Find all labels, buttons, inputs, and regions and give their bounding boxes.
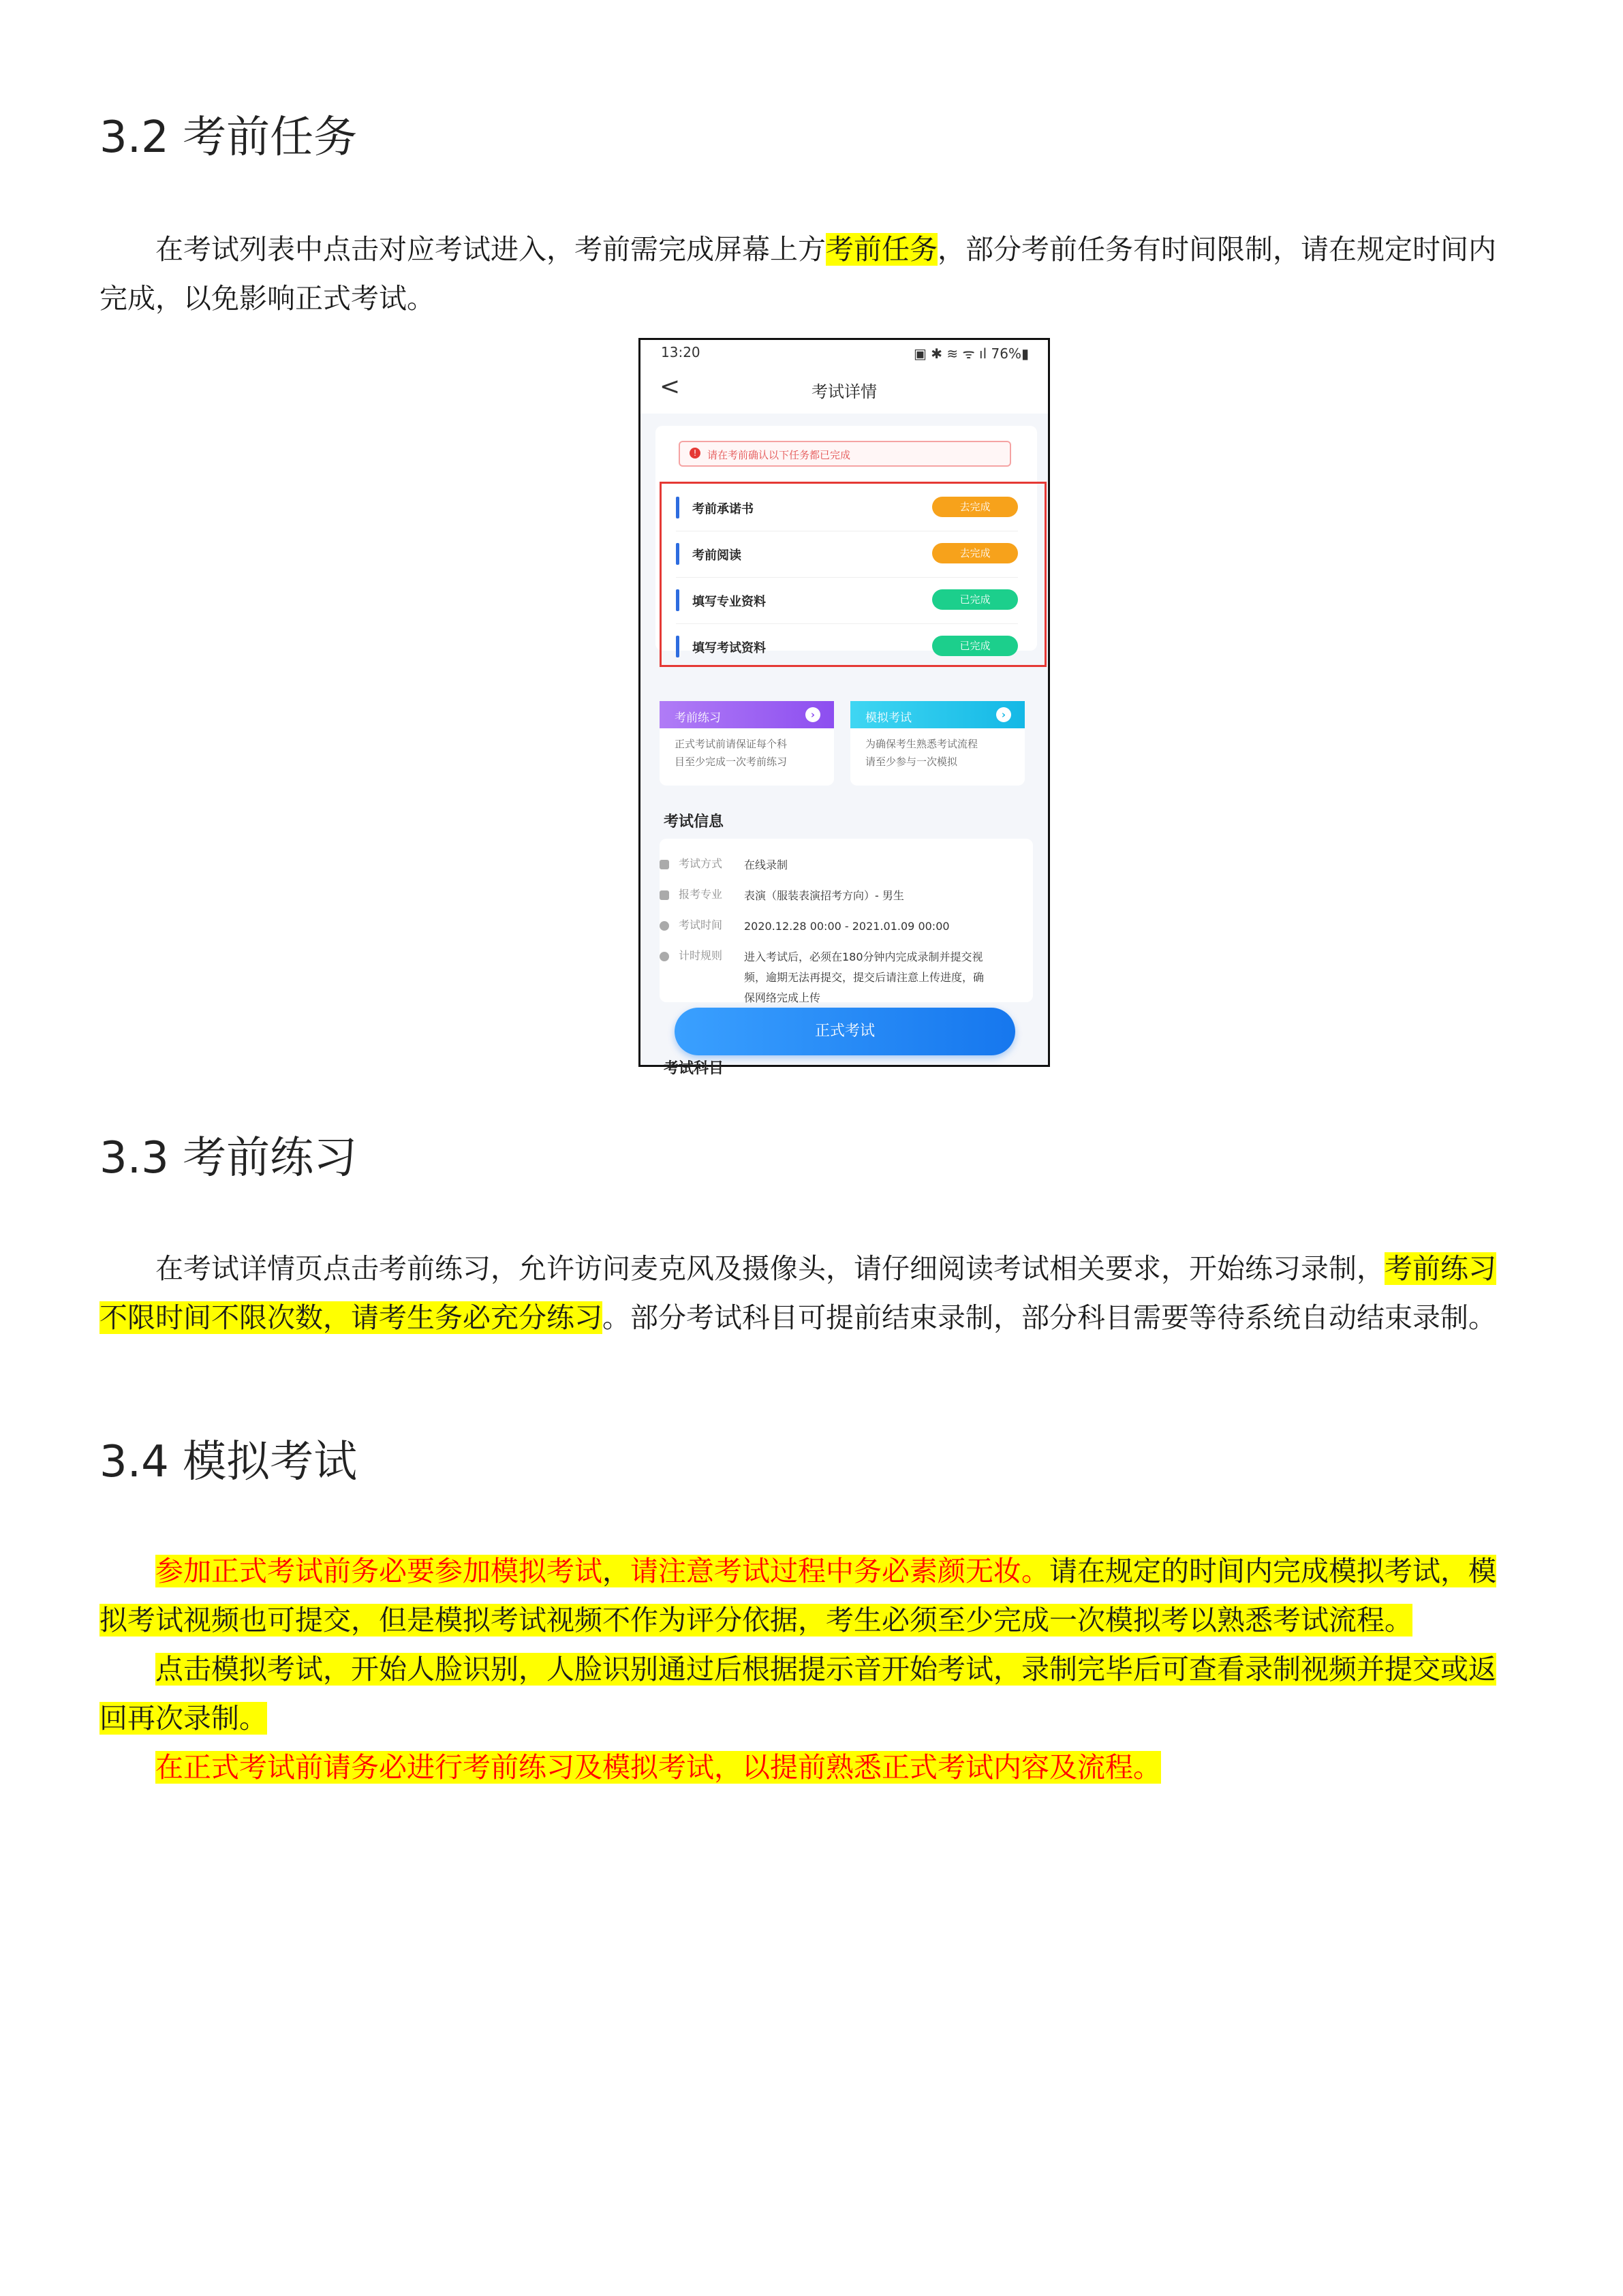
mock-card-header <box>850 701 1025 728</box>
chevron-right-icon[interactable]: › <box>805 707 820 722</box>
warning-icon: ! <box>690 448 700 459</box>
practice-desc-line: 目至少完成一次考前练习 <box>675 756 788 768</box>
timer-icon <box>660 952 669 961</box>
task-status-button[interactable]: 去完成 <box>932 497 1018 517</box>
paragraph-3-4-a <box>99 1547 1537 1792</box>
highlight-run: 考前任务 <box>826 233 938 266</box>
back-icon[interactable]: < <box>660 373 681 401</box>
practice-card-header <box>660 701 834 728</box>
paragraph-3-3 <box>99 1244 1537 1342</box>
task-label: 考前阅读 <box>692 548 741 563</box>
red-highlight-run: 在正式考试前请务必进行考前练习及模拟考试，以提前熟悉正式考试内容及流程。 <box>155 1751 1161 1784</box>
clock-icon <box>660 921 669 931</box>
highlight-run: ， <box>602 1555 630 1587</box>
info-value: 表演（服装表演招考方向）- 男生 <box>744 889 904 902</box>
info-row <box>660 916 989 937</box>
highlight-run: 不限时间不限次数，请考生务必充分练习 <box>99 1301 602 1334</box>
highlight-run: 考前练习 <box>1385 1252 1496 1285</box>
highlight-run: 拟考试视频也可提交，但是模拟考试视频不作为评分依据，考生必须至少完成一次模拟考以熟悉考试流程。 <box>99 1604 1412 1636</box>
task-status-button[interactable]: 已完成 <box>932 636 1018 656</box>
subjects-heading: 考试科目 <box>664 1060 724 1077</box>
chevron-right-icon[interactable]: › <box>996 707 1011 722</box>
notice-banner <box>679 441 1011 467</box>
info-row <box>660 855 989 875</box>
info-key: 考试时间 <box>679 918 723 931</box>
section-title-3-2: 3.2 考前任务 <box>99 112 358 163</box>
task-status-button[interactable]: 已完成 <box>932 589 1018 610</box>
text-run: ，部分考前任务有时间限制，请在规定时间内 <box>938 233 1496 266</box>
practice-desc-line: 正式考试前请保证每个科 <box>675 738 788 750</box>
practice-desc <box>660 728 834 777</box>
info-value: 2020.12.28 00:00 - 2021.01.09 00:00 <box>744 920 950 933</box>
text-run: 在考试列表中点击对应考试进入，考前需完成屏幕上方 <box>155 233 826 266</box>
major-icon <box>660 890 669 900</box>
mock-title: 模拟考试 <box>865 711 912 725</box>
start-exam-button[interactable]: 正式考试 <box>675 1008 1015 1055</box>
text-run: 。部分考试科目可提前结束录制，部分科目需要等待系统自动结束录制。 <box>602 1301 1496 1334</box>
info-row <box>660 886 989 906</box>
info-section-title: 考试信息 <box>664 813 724 831</box>
mock-desc <box>850 728 1025 777</box>
highlight-box <box>660 482 1047 667</box>
info-key: 报考专业 <box>679 888 723 901</box>
practice-card[interactable] <box>660 701 834 786</box>
highlight-run: 点击模拟考试，开始人脸识别，人脸识别通过后根据提示音开始考试，录制完毕后可查看录制视频并提交或返 <box>155 1653 1496 1686</box>
notice-text: 请在考前确认以下任务都已完成 <box>707 449 851 461</box>
task-label: 考前承诺书 <box>692 502 754 516</box>
mock-card[interactable] <box>850 701 1025 786</box>
status-icons: ▣ ✱ ≋ ᯤ ıl 76%▮ <box>913 345 1029 362</box>
task-status-button[interactable]: 去完成 <box>932 543 1018 563</box>
task-label: 填写专业资料 <box>692 595 766 609</box>
info-key: 考试方式 <box>679 857 723 870</box>
paragraph-3-2 <box>99 225 1537 323</box>
highlight-run: 请在规定的时间内完成模拟考试，模 <box>1049 1555 1496 1587</box>
info-key: 计时规则 <box>679 949 723 962</box>
info-row <box>660 947 989 1004</box>
method-icon <box>660 860 669 869</box>
highlight-run: 回再次录制。 <box>99 1702 267 1735</box>
section-title-3-4: 3.4 模拟考试 <box>99 1437 358 1487</box>
text-run: 完成，以免影响正式考试。 <box>99 282 435 315</box>
mock-desc-line: 为确保考生熟悉考试流程 <box>865 738 978 750</box>
info-value: 进入考试后，必须在180分钟内完成录制并提交视频，逾期无法再提交，提交后请注意上传进度，确保网络完成上传 <box>744 950 985 1004</box>
status-time: 13:20 <box>661 344 700 360</box>
red-highlight-run: 请注意考试过程中务必素颜无妆。 <box>630 1555 1049 1587</box>
nav-title: 考试详情 <box>812 382 877 401</box>
phone-screenshot <box>638 338 1050 1077</box>
red-highlight-run: 参加正式考试前务必要参加模拟考试 <box>155 1555 602 1587</box>
section-title-3-3: 3.3 考前练习 <box>99 1133 358 1183</box>
nav-bar <box>640 363 1048 414</box>
info-value: 在线录制 <box>744 858 788 871</box>
task-label: 填写考试资料 <box>692 641 766 655</box>
mock-desc-line: 请至少参与一次模拟 <box>865 756 958 768</box>
status-bar <box>640 340 1048 363</box>
practice-title: 考前练习 <box>675 711 721 725</box>
text-run: 在考试详情页点击考前练习，允许访问麦克风及摄像头，请仔细阅读考试相关要求，开始练习录制， <box>155 1252 1385 1285</box>
